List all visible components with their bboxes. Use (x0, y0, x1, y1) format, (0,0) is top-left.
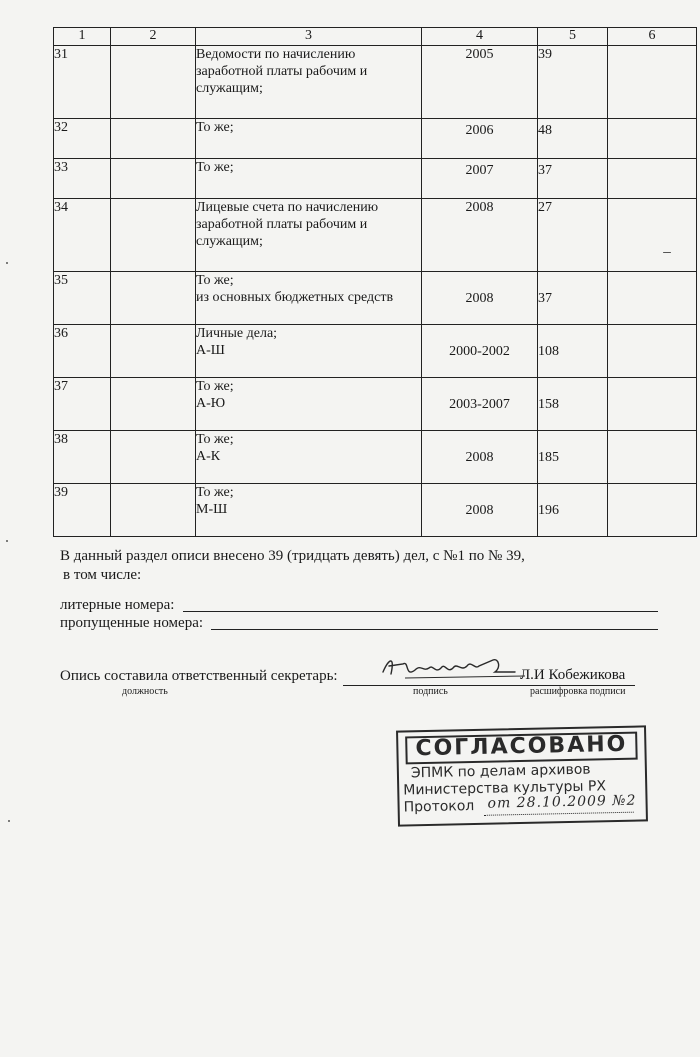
case-sheet-count: 37 (538, 159, 608, 199)
case-index (111, 378, 196, 431)
case-number: 36 (54, 325, 111, 378)
table-row (54, 46, 697, 119)
case-title-line: То же; (196, 432, 234, 447)
case-index (111, 272, 196, 325)
case-index (111, 325, 196, 378)
literal-numbers-rule (183, 611, 658, 612)
compiler-name: Л.И Кобежикова (520, 667, 626, 683)
case-note (608, 199, 697, 272)
case-number: 35 (54, 272, 111, 325)
case-note (608, 119, 697, 159)
case-note (608, 325, 697, 378)
case-note (608, 46, 697, 119)
summary-line: В данный раздел описи внесено 39 (тридцать девять) дел, с №1 по № 39, (60, 548, 525, 564)
case-years: 2008 (422, 431, 538, 484)
table-row (54, 378, 697, 431)
case-title-line: То же; (196, 120, 234, 135)
scan-speck (6, 540, 8, 542)
case-title (196, 484, 422, 537)
case-title (196, 272, 422, 325)
case-note (608, 272, 697, 325)
column-header: 4 (422, 28, 538, 46)
case-title-line: заработной платы рабочим и (196, 64, 368, 79)
missing-numbers-rule (211, 629, 658, 630)
case-index (111, 484, 196, 537)
stamp-line: Министерства культуры РХ (403, 778, 607, 799)
case-sheet-count: 27 (538, 199, 608, 272)
stamp-handwritten-protocol: от 28.10.2009 №2 (487, 792, 637, 812)
column-header: 3 (196, 28, 422, 46)
case-index (111, 431, 196, 484)
case-years: 2008 (422, 272, 538, 325)
case-title-line: А-К (196, 449, 221, 464)
case-years: 2005 (422, 46, 538, 119)
summary-text (60, 547, 525, 585)
case-sheet-count: 108 (538, 325, 608, 378)
case-note (608, 484, 697, 537)
stamp-line: ЭПМК по делам архивов (410, 761, 591, 782)
stamp-line: Протокол (403, 798, 475, 816)
table-row (54, 484, 697, 537)
case-title (196, 431, 422, 484)
case-title (196, 199, 422, 272)
case-note (608, 431, 697, 484)
caption-decoding: расшифровка подписи (530, 686, 626, 697)
case-number: 33 (54, 159, 111, 199)
literal-numbers-label: литерные номера: (60, 597, 175, 613)
case-title-line: А-Ш (196, 343, 225, 358)
scan-speck (6, 262, 8, 264)
case-sheet-count: 39 (538, 46, 608, 119)
case-index (111, 46, 196, 119)
case-years: 2003-2007 (422, 378, 538, 431)
case-title (196, 46, 422, 119)
case-number: 32 (54, 119, 111, 159)
table-row (54, 431, 697, 484)
case-title-line: заработной платы рабочим и (196, 217, 368, 232)
column-header: 5 (538, 28, 608, 46)
case-index (111, 199, 196, 272)
case-title-line: То же; (196, 485, 234, 500)
case-title (196, 325, 422, 378)
case-number: 38 (54, 431, 111, 484)
case-years: 2000-2002 (422, 325, 538, 378)
scan-speck (663, 252, 671, 253)
inventory-table (53, 27, 697, 537)
table-row (54, 199, 697, 272)
table-header-row (54, 28, 697, 46)
case-title-line: А-Ю (196, 396, 226, 411)
case-sheet-count: 185 (538, 431, 608, 484)
handwritten-signature (375, 650, 535, 690)
table-row (54, 272, 697, 325)
case-years: 2008 (422, 484, 538, 537)
case-title (196, 159, 422, 199)
case-sheet-count: 196 (538, 484, 608, 537)
summary-line: в том числе: (63, 567, 142, 583)
stamp-protocol-rule (484, 812, 634, 816)
column-header: 1 (54, 28, 111, 46)
approval-stamp (396, 725, 648, 826)
case-title-line: Ведомости по начислению (196, 47, 356, 62)
case-note (608, 378, 697, 431)
case-title (196, 378, 422, 431)
case-number: 39 (54, 484, 111, 537)
case-note (608, 159, 697, 199)
table-row (54, 159, 697, 199)
table-row (54, 119, 697, 159)
case-number: 34 (54, 199, 111, 272)
column-header: 2 (111, 28, 196, 46)
caption-position: должность (122, 686, 168, 697)
case-title-line: Лицевые счета по начислению (196, 200, 379, 215)
case-years: 2006 (422, 119, 538, 159)
missing-numbers-field (60, 615, 203, 632)
case-title-line: То же; (196, 273, 234, 288)
column-header: 6 (608, 28, 697, 46)
literal-numbers-field (60, 597, 174, 614)
case-title-line: Личные дела; (196, 326, 278, 341)
case-sheet-count: 48 (538, 119, 608, 159)
case-title-line: из основных бюджетных средств (196, 290, 394, 305)
case-sheet-count: 158 (538, 378, 608, 431)
stamp-head: СОГЛАСОВАНО (405, 732, 638, 765)
case-number: 37 (54, 378, 111, 431)
case-number: 31 (54, 46, 111, 119)
case-years: 2007 (422, 159, 538, 199)
scan-speck (8, 820, 10, 822)
case-title-line: служащим; (196, 234, 263, 249)
case-years: 2008 (422, 199, 538, 272)
case-title-line: служащим; (196, 81, 263, 96)
case-index (111, 159, 196, 199)
case-title-line: М-Ш (196, 502, 228, 517)
case-title-line: То же; (196, 160, 234, 175)
case-sheet-count: 37 (538, 272, 608, 325)
case-title (196, 119, 422, 159)
case-index (111, 119, 196, 159)
table-row (54, 325, 697, 378)
caption-signature: подпись (413, 686, 448, 697)
missing-numbers-label: пропущенные номера: (60, 615, 204, 631)
case-title-line: То же; (196, 379, 234, 394)
compiler-label: Опись составила ответственный секретарь: (60, 668, 338, 684)
